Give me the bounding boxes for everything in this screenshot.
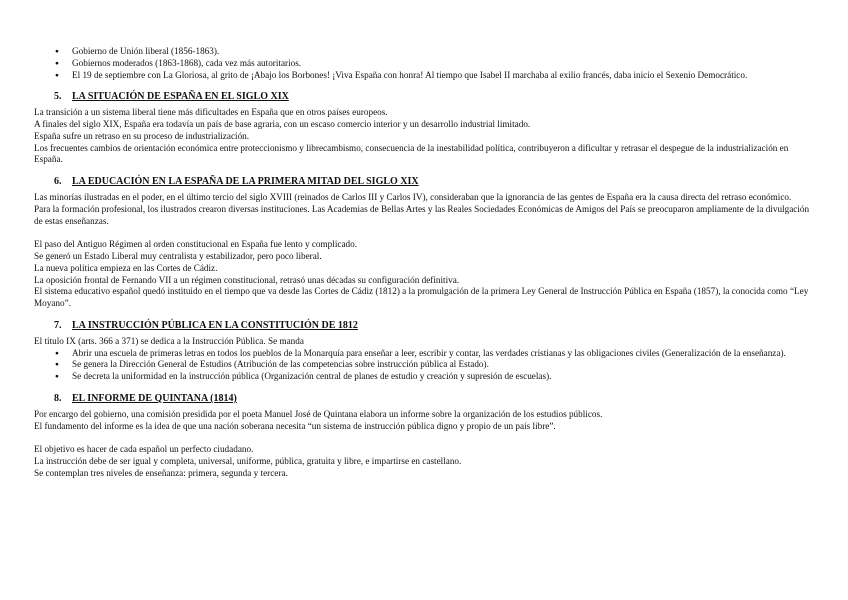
paragraph: El título IX (arts. 366 a 371) se dedica a la Instrucción Pública. Se manda: [34, 335, 304, 346]
paragraph: Para la formación profesional, los ilustrados crearon diversas instituciones. Las Academias de Bellas Artes y las Reales Sociedades Económicas de Amigos del País se preocuparon ampliamente de la divulgación de estas enseñanzas.: [34, 203, 810, 226]
paragraph: La instrucción debe de ser igual y completa, universal, uniforme, pública, gratuita y libre, e impartirse en castellano.: [34, 455, 462, 466]
section-6-heading: [34, 176, 814, 188]
paragraph: Se contemplan tres niveles de enseñanza: primera, segunda y tercera.: [34, 467, 288, 478]
section-number: 7.: [54, 319, 62, 331]
section-title: LA SITUACIÓN DE ESPAÑA EN EL SIGLO XIX: [72, 91, 289, 103]
section-number: 5.: [54, 91, 62, 103]
paragraph: La oposición frontal de Fernando VII a un régimen constitucional, retrasó unas décadas su configuración definitiva.: [34, 274, 460, 285]
section-7-bullet-list: [34, 348, 814, 383]
paragraph: Los frecuentes cambios de orientación económica entre proteccionismo y librecambismo, consecuencia de la inestabilidad política, contribuyeron a dificultar y retrasar el despegue de la industrialización en España.: [34, 142, 789, 165]
section-title: EL INFORME DE QUINTANA (1814): [72, 392, 237, 404]
paragraph: Por encargo del gobierno, una comisión presidida por el poeta Manuel José de Quintana elabora un informe sobre la organización de los estudios públicos.: [34, 408, 603, 419]
list-item: ● Se decreta la uniformidad en la instrucción pública (Organización central de planes de estudio y creación y supresión de escuelas).: [72, 371, 814, 383]
document-page: [34, 46, 814, 480]
section-title: LA INSTRUCCIÓN PÚBLICA EN LA CONSTITUCIÓN DE 1812: [72, 319, 358, 331]
paragraph: España sufre un retraso en su proceso de industrialización.: [34, 130, 250, 141]
paragraph: Las minorías ilustradas en el poder, en el último tercio del siglo XVIII (reinados de Carlos III y Carlos IV), consideraban que la ignorancia de las gentes de España era la causa directa del retraso económico.: [34, 191, 792, 202]
section-8-heading: [34, 393, 814, 405]
section-5-heading: [34, 91, 814, 103]
spacer: [34, 432, 814, 444]
section-number: 6.: [54, 176, 62, 188]
list-item: ● Abrir una escuela de primeras letras en todos los pueblos de la Monarquía para enseñar a leer, escribir y contar, las verdades cristianas y las obligaciones civiles (Generalización de la enseñanza).: [72, 348, 814, 360]
list-item: ● Gobiernos moderados (1863-1868), cada vez más autoritarios.: [72, 58, 814, 70]
section-number: 8.: [54, 392, 62, 404]
paragraph: A finales del siglo XIX, España era todavía un país de base agraria, con un escaso comercio interior y un desarrollo industrial limitado.: [34, 118, 531, 129]
paragraph: El objetivo es hacer de cada español un perfecto ciudadano.: [34, 444, 254, 455]
list-item: ● Gobierno de Unión liberal (1856-1863).: [72, 46, 814, 58]
list-item: ● El 19 de septiembre con La Gloriosa, al grito de ¡Abajo los Borbones! ¡Viva España con honra! Al tiempo que Isabel II marchaba al exilio francés, daba inicio el Sexenio Democrático.: [72, 70, 814, 82]
paragraph: El fundamento del informe es la idea de que una nación soberana necesita “un sistema de instrucción pública digno y propio de un país libre”.: [34, 420, 556, 431]
list-item: ● Se genera la Dirección General de Estudios (Atribución de las competencias sobre instrucción pública al Estado).: [72, 359, 814, 371]
section-title: LA EDUCACIÓN EN LA ESPAÑA DE LA PRIMERA MITAD DEL SIGLO XIX: [72, 176, 419, 188]
spacer: [34, 227, 814, 239]
paragraph: El sistema educativo español quedó instituido en el tiempo que va desde las Cortes de Cádiz (1812) a la promulgación de la primera Ley General de Instrucción Pública en España (1857), la conocida como “Ley Moyano”.: [34, 286, 809, 309]
paragraph: La nueva política empieza en las Cortes de Cádiz.: [34, 262, 218, 273]
paragraph: La transición a un sistema liberal tiene más dificultades en España que en otros países europeos.: [34, 107, 388, 118]
intro-bullet-list: [34, 46, 814, 81]
paragraph: El paso del Antiguo Régimen al orden constitucional en España fue lento y complicado.: [34, 239, 358, 250]
section-7-heading: [34, 320, 814, 332]
paragraph: Se generó un Estado Liberal muy centralista y estabilizador, pero poco liberal.: [34, 250, 322, 261]
